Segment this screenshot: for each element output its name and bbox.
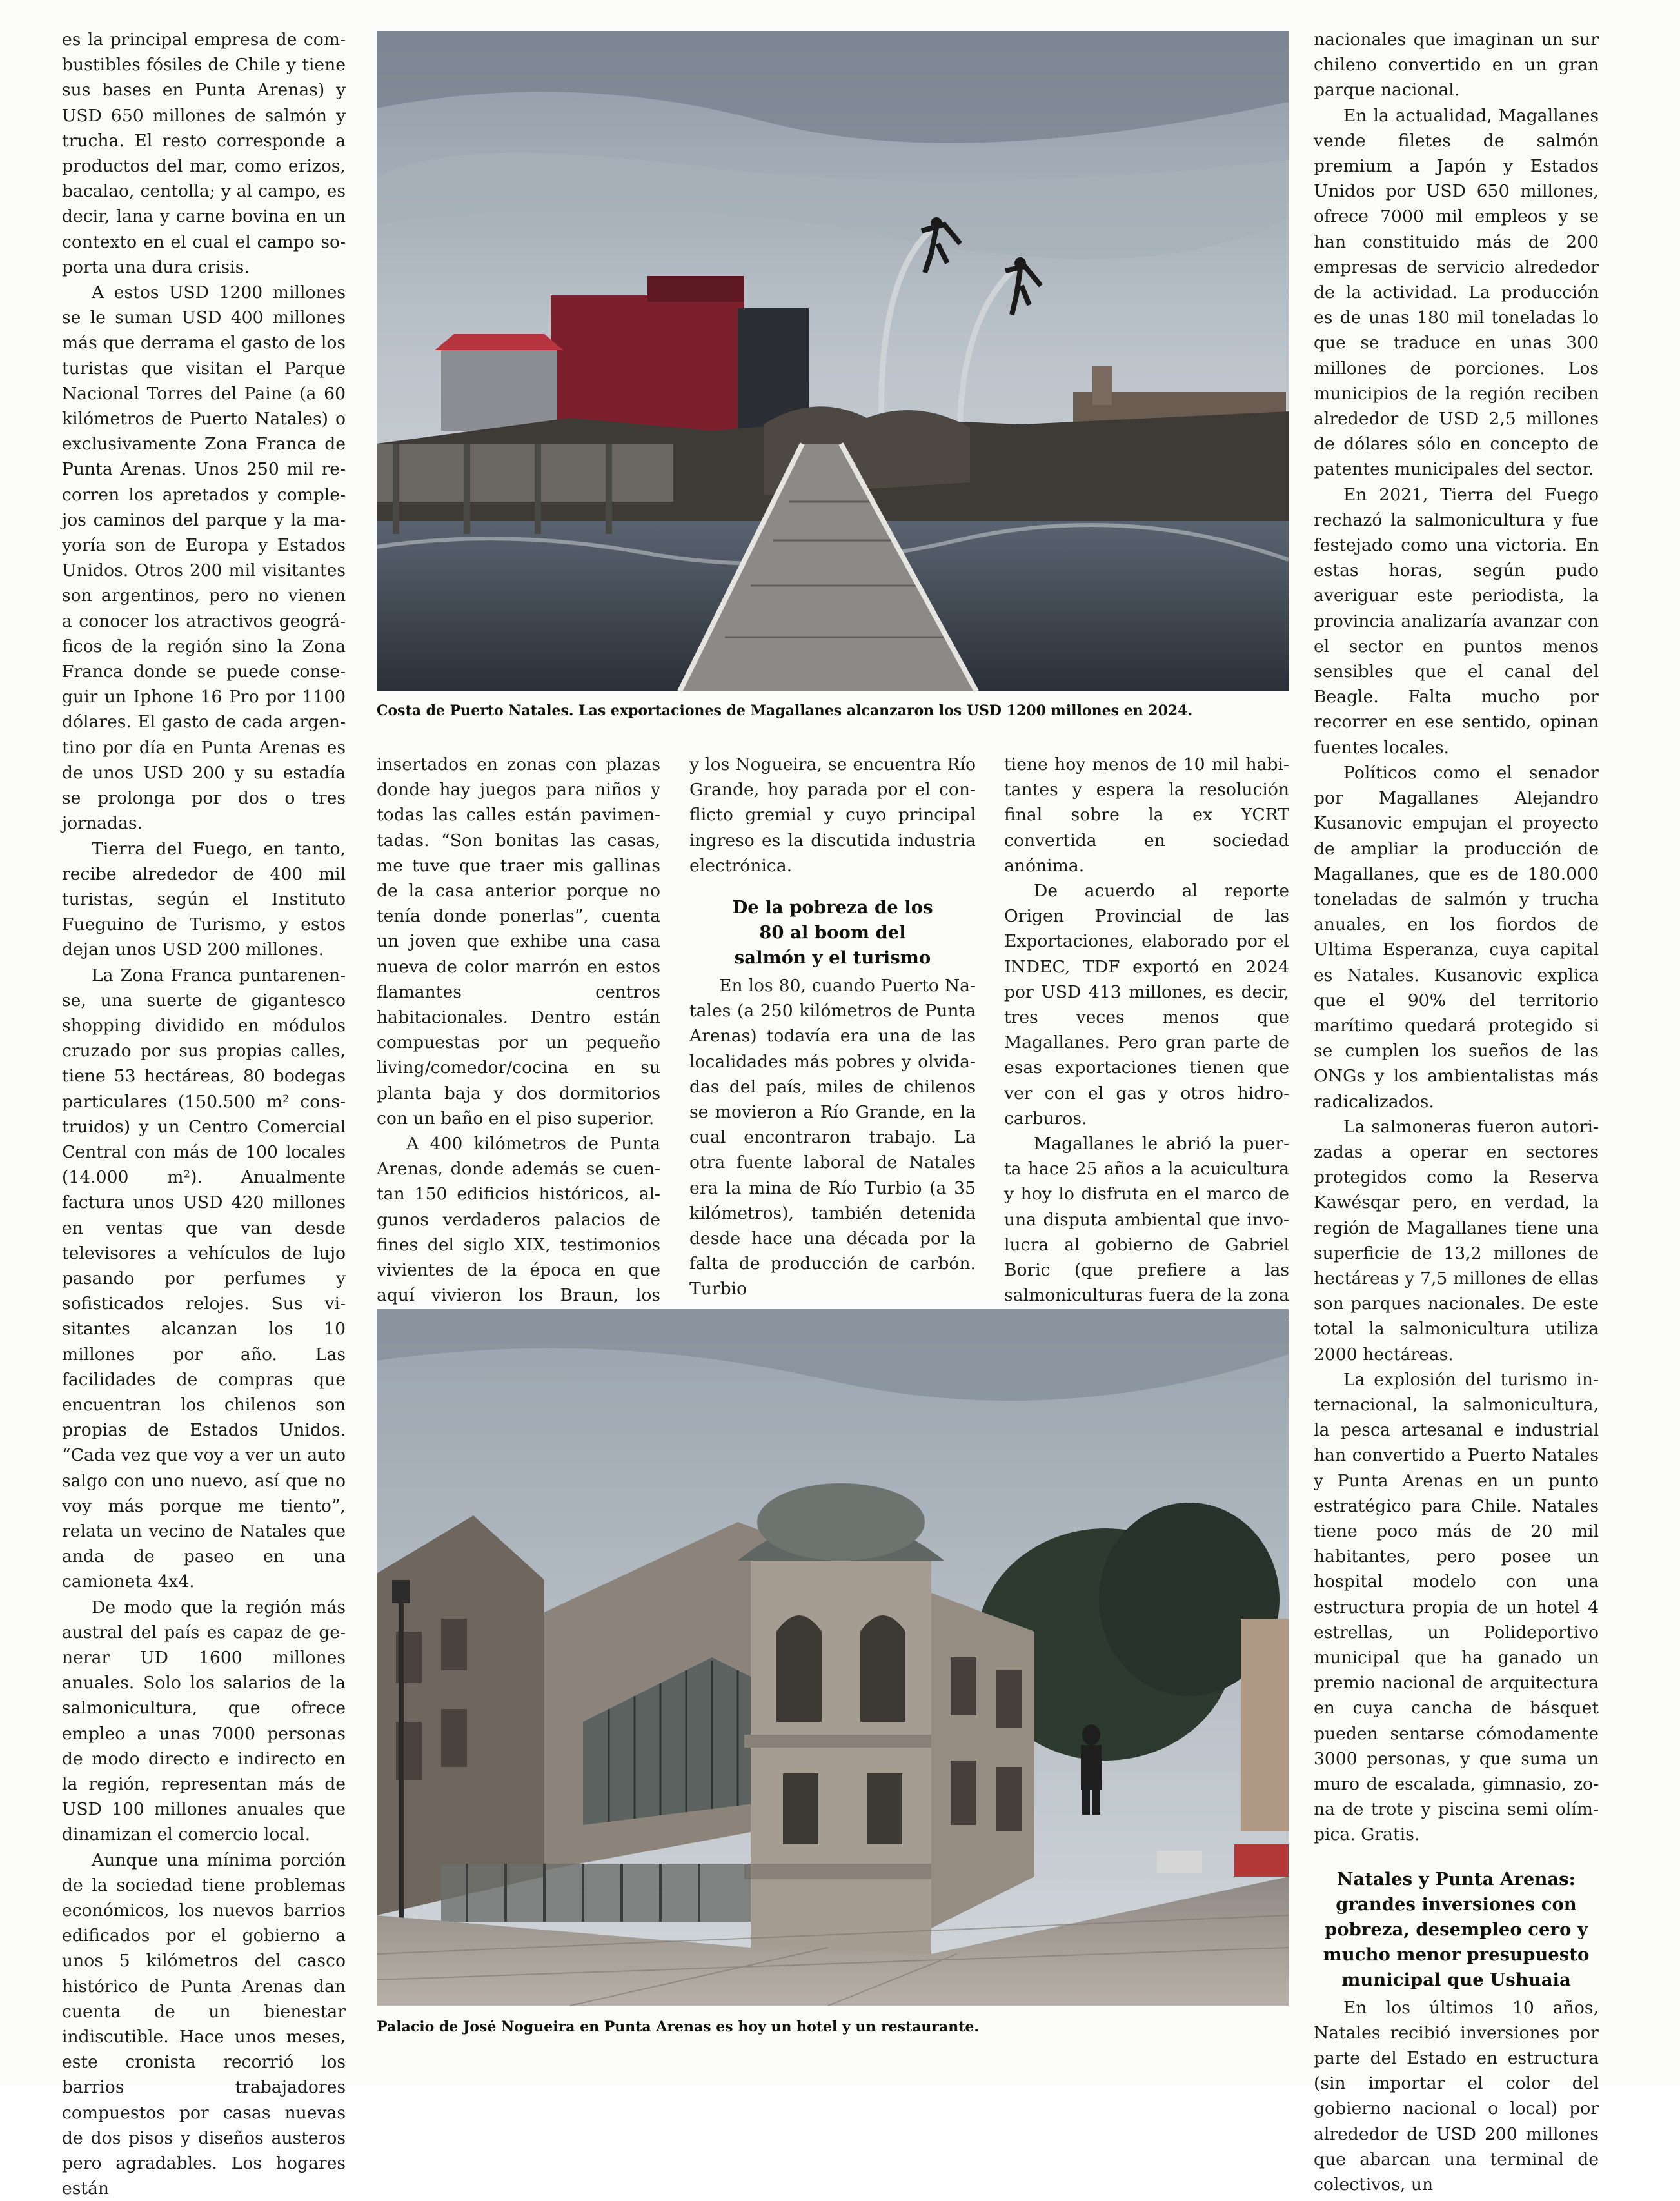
- photo-puerto-natales: [377, 31, 1289, 691]
- article-column-3: [689, 752, 976, 1299]
- article-column-5: [1314, 27, 1599, 2195]
- article-paragraph: y los Nogueira, se encuentra Río Grande, hoy parada por el conflicto gremial y cuyo principal ingreso es la discutida industria electrónica.: [689, 755, 976, 876]
- section-heading-natales: Natales y Punta Arenas: grandes inversiones con pobreza, desempleo cero y mucho menor presupuesto municipal que Ushuaia: [1323, 1868, 1590, 1990]
- article-paragraph: La explosión del turismo internacional, la salmonicultura, la pesca artesanal e industrial han convertido a Puerto Natales y Punta Arenas en un punto estratégico para Chile. Natales tiene poco más de 20 mil habitantes, pero posee un hospital modelo con una estructura propia de un hotel 4 estrellas, un Polideportivo municipal que ha ganado un premio nacional de arquitectura en cuya cancha de básquet pueden sentarse cómodamente 3000 personas, y que suma un muro de escalada, gimnasio, zona de trote y piscina semi olímpica. Gratis.: [1314, 1369, 1599, 1845]
- article-paragraph: insertados en zonas con plazas donde hay juegos para niños y todas las calles están pavimentadas. “Son bonitas las casas, me tuve que traer mis gallinas de la casa anterior porque no tenía donde ponerlas”, cuenta un joven que exhibe una casa nueva de color marrón en estos flamantes centros habitacionales. Dentro están compuestas por un pequeño living/comedor/cocina en su planta baja y dos dormitorios con un baño en el piso superior.: [377, 755, 660, 1129]
- section-heading-pobreza: De la pobreza de los 80 al boom del salmón y el turismo: [732, 897, 933, 969]
- photo-palacio-nogueira-caption: Palacio de José Nogueira en Punta Arenas es hoy un hotel y un restaurante.: [377, 2018, 980, 2035]
- article-paragraph: La salmoneras fueron autorizadas a operar en sectores protegidos como la Reserva Kawésqar pero, en verdad, la región de Magallanes tiene una superficie de 13,2 millones de hectáreas y 7,5 millones de ellas son parques nacionales. De este total la salmonicultura utiliza 2000 hectáreas.: [1314, 1116, 1599, 1365]
- article-paragraph: La Zona Franca puntarenense, una suerte de gigantesco shopping dividido en módulos cruzado por sus propias calles, tiene 53 hectáreas, 80 bodegas particulares (150.500 m² construidos) y un Centro Comercial Central con más de 100 locales (14.000 m²). Anualmente factura unos USD 420 millones en ventas que van desde televisores a vehículos de lujo pasando por perfumes y sofisticados relojes. Sus visitantes alcanzan los 10 millones por año. Las facilidades de compras que encuentran los chilenos son propias de Estados Unidos. “Cada vez que voy a ver un auto salgo con uno nuevo, así que no voy más porque me tiento”, relata un vecino de Natales que anda de paseo en una camioneta 4x4.: [62, 965, 346, 1592]
- article-column-4: [1004, 752, 1289, 1306]
- photo-puerto-natales-caption: Costa de Puerto Natales. Las exportaciones de Magallanes alcanzaron los USD 1200 millones en 2024.: [377, 702, 1193, 719]
- article-paragraph: es la principal empresa de combustibles fósiles de Chile y tiene sus bases en Punta Arenas) y USD 650 millones de salmón y trucha. El resto corresponde a productos del mar, como erizos, bacalao, centolla; y al campo, es decir, lana y carne bovina en un contexto en el cual el campo soporta una dura crisis.: [62, 30, 346, 277]
- article-paragraph: tiene hoy menos de 10 mil habitantes y espera la resolución final sobre la ex YCRT convertida en sociedad anónima.: [1004, 755, 1289, 876]
- article-paragraph: nacionales que imaginan un sur chileno convertido en un gran parque nacional.: [1314, 30, 1599, 101]
- photo-palacio-nogueira-image: [377, 1309, 1289, 2006]
- photo-palacio-nogueira: [377, 1309, 1289, 2006]
- article-paragraph: De modo que la región más austral del país es capaz de generar UD 1600 millones anuales. Solo los salarios de la salmonicultura, que ofrece empleo a unas 7000 personas de modo directo e indirecto en la región, representan más de USD 100 millones anuales que dinamizan el comercio local.: [62, 1597, 346, 1845]
- article-paragraph: En 2021, Tierra del Fuego rechazó la salmonicultura y fue festejado como una victoria. En estas horas, según pudo averiguar este periodista, la provincia analizaría avanzar con el sector en puntos menos sensibles que el canal del Beagle. Falta mucho por recorrer en ese sentido, opinan fuentes locales.: [1314, 484, 1599, 758]
- article-paragraph: Magallanes le abrió la puerta hace 25 años a la acuicultura y hoy lo disfruta en el marco de una disputa ambiental que involucra al gobierno de Gabriel Boric (que prefiere a las salmoniculturas fuera de la zona: [1004, 1134, 1289, 1306]
- article-paragraph: De acuerdo al reporte Origen Provincial de las Exportaciones, elaborado por el INDEC, TDF exportó en 2024 por USD 413 millones, es decir, tres veces menos que Magallanes. Pero gran parte de esas exportaciones tienen que ver con el gas y otros hidrocarburos.: [1004, 881, 1289, 1129]
- article-paragraph: Políticos como el senador por Magallanes Alejandro Kusanovic empujan el proyecto de ampliar la producción de Magallanes, que es de 180.000 toneladas de salmón y trucha anuales, en los fiordos de Ultima Esperanza, cuya capital es Natales. Kusanovic explica que el 90% del territorio marítimo quedará protegido si se cumplen los sueños de las ONGs y los ambientalistas más radicalizados.: [1314, 762, 1599, 1112]
- article-paragraph: A estos USD 1200 millones se le suman USD 400 millones más que derrama el gasto de los turistas que visitan el Parque Nacional Torres del Paine (a 60 kilómetros de Puerto Natales) o exclusivamente Zona Franca de Punta Arenas. Unos 250 mil recorren los apretados y complejos caminos del parque y la mayoría son de Europa y Estados Unidos. Otros 200 mil visitantes son argentinos, pero no vienen a conocer los atractivos geográficos de la región sino la Zona Franca donde se puede conseguir un Iphone 16 Pro por 1100 dólares. El gasto de cada argentino por día en Punta Arenas es de unos USD 200 y su estadía se prolonga por dos o tres jornadas.: [62, 282, 346, 834]
- article-column-1: [62, 27, 346, 2199]
- article-paragraph: A 400 kilómetros de Punta Arenas, donde además se cuentan 150 edificios históricos, algunos verdaderos palacios de fines del siglo XIX, testimonios vivientes de la época en que aquí vivieron los Braun, los: [377, 1134, 660, 1306]
- article-paragraph: Tierra del Fuego, en tanto, recibe alrededor de 400 mil turistas, según el Instituto Fueguino de Turismo, y estos dejan unos USD 200 millones.: [62, 838, 346, 960]
- article-paragraph: En los 80, cuando Puerto Natales (a 250 kilómetros de Punta Arenas) todavía era una de las localidades más pobres y olvidadas del país, miles de chilenos se movieron a Río Grande, en la cual encontraron trabajo. La otra fuente laboral de Natales era la mina de Río Turbio (a 35 kilómetros), también detenida desde hace una década por la falta de producción de carbón. Turbio: [689, 976, 976, 1299]
- article-column-2: [377, 752, 660, 1306]
- article-paragraph: En la actualidad, Magallanes vende filetes de salmón premium a Japón y Estados Unidos por USD 650 millones, ofrece 7000 mil empleos y se han constituido más de 200 empresas de servicio alrededor de la actividad. La producción es de unas 180 mil toneladas lo que se traduce en unas 300 millones de porciones. Los municipios de la región reciben alrededor de USD 2,5 millones de dólares sólo en concepto de patentes municipales del sector.: [1314, 105, 1599, 480]
- photo-puerto-natales-image: [377, 31, 1289, 691]
- article-paragraph: Aunque una mínima porción de la sociedad tiene problemas económicos, los nuevos barrios edificados por el gobierno a unos 5 kilómetros del casco histórico de Punta Arenas dan cuenta de un bienestar indiscutible. Hace unos meses, este cronista recorrió los barrios trabajadores compuestos por casas nuevas de dos pisos y diseños austeros pero agradables. Los hogares están: [62, 1850, 346, 2199]
- article-paragraph: En los últimos 10 años, Natales recibió inversiones por parte del Estado en estructura (sin importar el color del gobierno nacional o local) por alrededor de USD 200 millones que abarcan una terminal de colectivos, un: [1314, 1997, 1599, 2195]
